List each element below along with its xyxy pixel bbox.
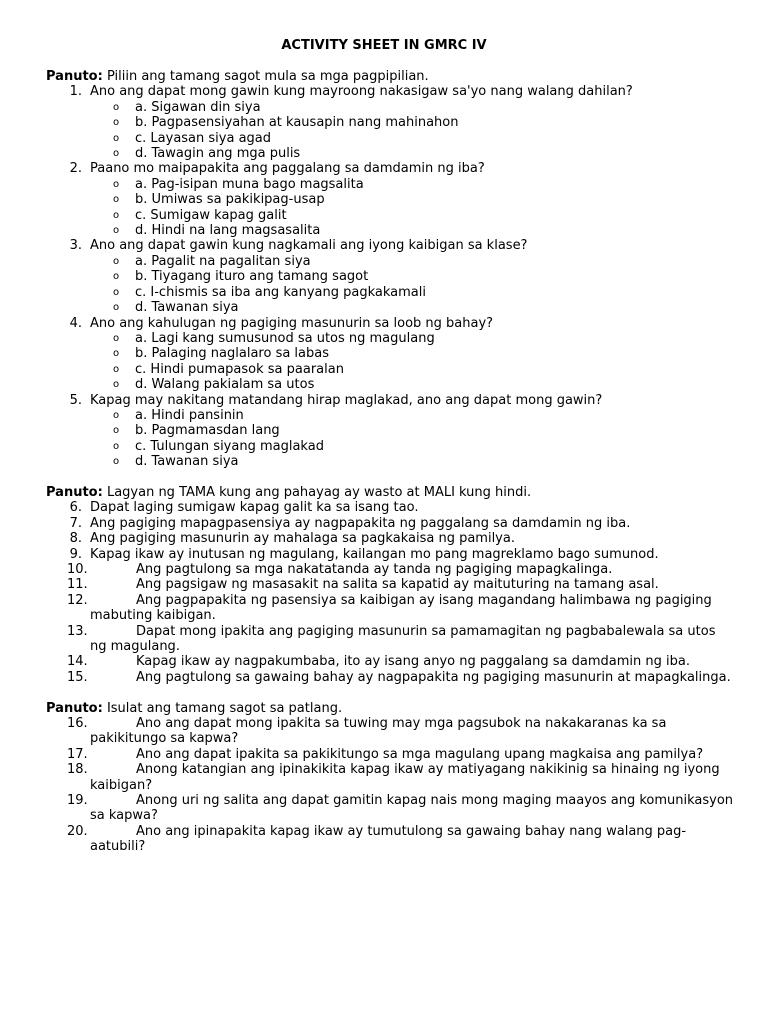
bullet-icon: o [113, 379, 120, 391]
bullet-icon: o [113, 271, 120, 283]
option-list [46, 408, 736, 470]
option-item [46, 454, 736, 469]
statement-number: 15. [67, 669, 88, 685]
statement-number: 8. [69, 531, 82, 547]
option-text: b. Umiwas sa pakikipag-usap [135, 192, 325, 208]
statement-text: Dapat laging sumigaw kapag galit ka sa isang tao. [90, 500, 419, 516]
question-item [46, 316, 736, 331]
option-item [46, 146, 736, 161]
statement-item [46, 516, 736, 531]
bullet-icon: o [113, 194, 120, 206]
statement-text: Ang pagtulong sa gawaing bahay ay nagpapakita ng pagiging masunurin at mapagkalinga. [136, 669, 731, 685]
statement-text: Anong uri ng salita ang dapat gamitin kapag nais mong maging maayos ang komunikasyon sa kapwa? [90, 793, 734, 824]
bullet-icon: o [113, 225, 120, 237]
question-item [46, 238, 736, 253]
option-item [46, 100, 736, 115]
option-item [46, 362, 736, 377]
question-item [46, 393, 736, 408]
option-text: b. Pagpasensiyahan at kausapin nang mahinahon [135, 115, 459, 131]
bullet-icon: o [113, 148, 120, 160]
option-item [46, 331, 736, 346]
statement-number: 20. [67, 823, 88, 839]
question-text: Kapag may nakitang matandang hirap maglakad, ano ang dapat mong gawin? [90, 392, 603, 408]
option-text: c. Layasan siya agad [135, 130, 272, 146]
statement-text: Dapat mong ipakita ang pagiging masunurin sa pamamagitan ng pagbabalewala sa utos ng magulang. [90, 623, 716, 655]
statement-number: 19. [67, 793, 88, 809]
option-text: a. Pagalit na pagalitan siya [135, 253, 311, 269]
statement-item [46, 747, 736, 762]
statement-text: Kapag ikaw ay inutusan ng magulang, kailangan mo pang magreklamo bago sumunod. [90, 546, 659, 562]
question-text: Ano ang dapat mong gawin kung mayroong nakasigaw sa'yo nang walang dahilan? [90, 84, 633, 100]
option-item [46, 131, 736, 146]
statement-item [46, 716, 736, 747]
option-item [46, 300, 736, 315]
section1-instruction [46, 69, 736, 84]
statement-text: Ang pagpapakita ng pasensiya sa kaibigan ay isang magandang halimbawa ng pagiging mabuting kaibigan. [90, 592, 712, 624]
statement-number: 9. [69, 546, 82, 562]
question-text: Paano mo maipapakita ang paggalang sa damdamin ng iba? [90, 161, 485, 177]
bullet-icon: o [113, 332, 120, 344]
section2-instruction-text: Lagyan ng TAMA kung ang pahayag ay wasto at MALI kung hindi. [106, 484, 532, 500]
option-item [46, 377, 736, 392]
option-text: a. Lagi kang sumusunod sa utos ng magulang [135, 330, 435, 346]
option-item [46, 408, 736, 423]
page-title: ACTIVITY SHEET IN GMRC IV [281, 38, 487, 53]
statement-item [46, 547, 736, 562]
section3-instruction [46, 701, 736, 716]
option-text: a. Sigawan din siya [135, 99, 261, 115]
bullet-icon: o [113, 363, 120, 375]
option-text: d. Walang pakialam sa utos [135, 377, 315, 393]
option-text: c. Hindi pumapasok sa paaralan [135, 361, 344, 377]
bullet-icon: o [113, 302, 120, 314]
bullet-icon: o [113, 409, 120, 421]
bullet-icon: o [113, 178, 120, 190]
option-text: c. I-chismis sa iba ang kanyang pagkakamali [135, 284, 426, 300]
question-number: 4. [69, 315, 82, 331]
option-list [46, 100, 736, 162]
section2-instruction [46, 485, 736, 500]
true-false-list [46, 500, 736, 685]
option-text: d. Tawanan siya [135, 454, 239, 470]
statement-text: Ang pagiging masunurin ay mahalaga sa pagkakaisa ng pamilya. [90, 531, 515, 547]
statement-text: Ano ang ipinapakita kapag ikaw ay tumutulong sa gawaing bahay nang walang pag-aatubili? [90, 823, 687, 855]
option-list [46, 254, 736, 316]
statement-item [46, 824, 736, 855]
question-item [46, 161, 736, 176]
statement-item [46, 670, 736, 685]
bullet-icon: o [113, 348, 120, 360]
document-body [46, 69, 736, 855]
option-text: c. Tulungan siyang maglakad [135, 438, 324, 454]
option-list [46, 177, 736, 239]
bullet-icon: o [113, 101, 120, 113]
option-text: b. Tiyagang ituro ang tamang sagot [135, 269, 369, 285]
option-text: c. Sumigaw kapag galit [135, 207, 287, 223]
multiple-choice-list [46, 84, 736, 469]
option-item [46, 423, 736, 438]
option-text: a. Pag-isipan muna bago magsalita [135, 176, 364, 192]
statement-item [46, 793, 736, 824]
option-item [46, 285, 736, 300]
option-text: b. Pagmamasdan lang [135, 423, 280, 439]
statement-number: 14. [67, 654, 88, 670]
bullet-icon: o [113, 456, 120, 468]
statement-number: 12. [67, 592, 88, 608]
option-list [46, 331, 736, 393]
option-item [46, 223, 736, 238]
statement-text: Ang pagtulong sa mga nakatatanda ay tanda ng pagiging mapagkalinga. [136, 561, 613, 577]
question-number: 5. [69, 392, 82, 408]
statement-text: Anong katangian ang ipinakikita kapag ikaw ay matiyagang nakikinig sa hinaing ng iyong kaibigan? [90, 762, 720, 793]
statement-item [46, 500, 736, 515]
statement-item [46, 624, 736, 655]
statement-text: Ano ang dapat mong ipakita sa tuwing may mga pagsubok na nakakaranas ka sa pakikitungo sa kapwa? [90, 716, 667, 747]
question-text: Ano ang kahulugan ng pagiging masunurin sa loob ng bahay? [90, 315, 494, 331]
statement-number: 13. [67, 623, 88, 639]
statement-text: Ang pagiging mapagpasensiya ay nagpapakita ng paggalang sa damdamin ng iba. [90, 515, 631, 531]
option-item [46, 439, 736, 454]
section3-label: Panuto: [46, 700, 103, 716]
option-item [46, 346, 736, 361]
statement-number: 6. [69, 500, 82, 516]
bullet-icon: o [113, 440, 120, 452]
bullet-icon: o [113, 425, 120, 437]
bullet-icon: o [113, 132, 120, 144]
question-text: Ano ang dapat gawin kung nagkamali ang iyong kaibigan sa klase? [90, 238, 528, 254]
section3-instruction-text: Isulat ang tamang sagot sa patlang. [106, 700, 343, 716]
option-text: d. Hindi na lang magsasalita [135, 223, 321, 239]
option-text: a. Hindi pansinin [135, 407, 244, 423]
statement-item [46, 562, 736, 577]
statement-text: Kapag ikaw ay nagpakumbaba, ito ay isang anyo ng paggalang sa damdamin ng iba. [136, 654, 690, 670]
statement-text: Ano ang dapat ipakita sa pakikitungo sa mga magulang upang magkaisa ang pamilya? [136, 746, 704, 762]
question-number: 2. [69, 161, 82, 177]
question-number: 3. [69, 238, 82, 254]
option-item [46, 208, 736, 223]
statement-item [46, 762, 736, 793]
question-number: 1. [69, 84, 82, 100]
option-item [46, 269, 736, 284]
section1-instruction-text: Piliin ang tamang sagot mula sa mga pagpipilian. [106, 69, 429, 84]
option-text: d. Tawanan siya [135, 300, 239, 316]
statement-number: 11. [67, 577, 88, 593]
statement-number: 18. [67, 762, 88, 778]
section1-label: Panuto: [46, 69, 103, 84]
short-answer-list [46, 716, 736, 855]
statement-item [46, 593, 736, 624]
statement-number: 7. [69, 515, 82, 531]
bullet-icon: o [113, 117, 120, 129]
option-text: d. Tawagin ang mga pulis [135, 146, 301, 162]
option-item [46, 177, 736, 192]
question-item [46, 84, 736, 99]
option-item [46, 115, 736, 130]
bullet-icon: o [113, 255, 120, 267]
section2-label: Panuto: [46, 484, 103, 500]
option-item [46, 254, 736, 269]
statement-number: 10. [67, 561, 88, 577]
bullet-icon: o [113, 286, 120, 298]
statement-text: Ang pagsigaw ng masasakit na salita sa kapatid ay maituturing na tamang asal. [136, 577, 659, 593]
statement-number: 16. [67, 716, 88, 732]
bullet-icon: o [113, 209, 120, 221]
statement-item [46, 577, 736, 592]
statement-number: 17. [67, 746, 88, 762]
option-text: b. Palaging naglalaro sa labas [135, 346, 330, 362]
statement-item [46, 654, 736, 669]
statement-item [46, 531, 736, 546]
option-item [46, 192, 736, 207]
